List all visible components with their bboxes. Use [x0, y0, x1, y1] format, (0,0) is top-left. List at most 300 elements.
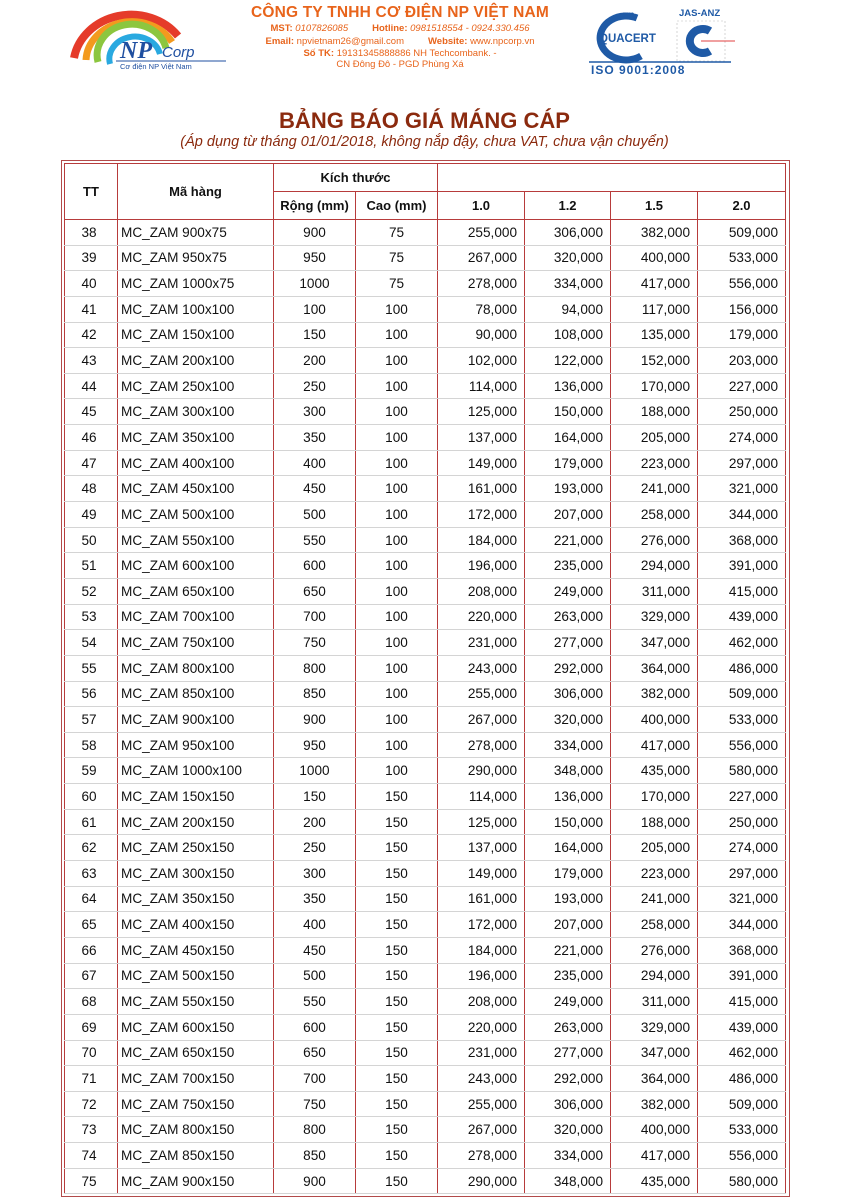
- cell-width: 450: [274, 937, 356, 963]
- svg-text:Corp: Corp: [162, 44, 195, 61]
- cell-price-1-5: 258,000: [611, 912, 698, 938]
- cell-width: 550: [274, 527, 356, 553]
- cell-code: MC_ZAM 950x100: [118, 732, 274, 758]
- cell-price-1-2: 334,000: [525, 1143, 611, 1169]
- cell-price-1-0: 208,000: [438, 989, 525, 1015]
- cell-height: 100: [356, 553, 438, 579]
- cell-code: MC_ZAM 900x100: [118, 707, 274, 733]
- cell-tt: 56: [65, 681, 118, 707]
- cell-price-1-0: 278,000: [438, 732, 525, 758]
- cell-height: 150: [356, 963, 438, 989]
- cell-price-1-5: 400,000: [611, 707, 698, 733]
- cell-code: MC_ZAM 900x150: [118, 1168, 274, 1194]
- cell-code: MC_ZAM 650x100: [118, 578, 274, 604]
- cell-code: MC_ZAM 200x100: [118, 348, 274, 374]
- cell-tt: 39: [65, 245, 118, 271]
- cell-price-1-0: 78,000: [438, 296, 525, 322]
- table-row: [65, 476, 786, 502]
- cell-price-1-5: 382,000: [611, 1091, 698, 1117]
- cell-price-1-5: 205,000: [611, 425, 698, 451]
- cell-price-1-0: 290,000: [438, 1168, 525, 1194]
- table-row: [65, 886, 786, 912]
- col-header-tt: TT: [65, 164, 118, 220]
- cell-price-1-0: 184,000: [438, 937, 525, 963]
- iso-certification-badge: [585, 4, 735, 76]
- cell-price-1-5: 294,000: [611, 963, 698, 989]
- cell-width: 500: [274, 502, 356, 528]
- cell-price-2-0: 556,000: [698, 1143, 786, 1169]
- cell-code: MC_ZAM 400x150: [118, 912, 274, 938]
- cell-price-1-0: 267,000: [438, 707, 525, 733]
- cell-price-1-5: 188,000: [611, 809, 698, 835]
- cell-price-1-5: 205,000: [611, 835, 698, 861]
- cell-price-1-5: 223,000: [611, 450, 698, 476]
- cell-width: 200: [274, 348, 356, 374]
- cell-price-1-0: 208,000: [438, 578, 525, 604]
- cell-tt: 53: [65, 604, 118, 630]
- cell-height: 150: [356, 886, 438, 912]
- cell-price-1-5: 347,000: [611, 630, 698, 656]
- cell-price-1-0: 267,000: [438, 245, 525, 271]
- table-row: [65, 861, 786, 887]
- cell-price-1-5: 258,000: [611, 502, 698, 528]
- cell-price-1-2: 320,000: [525, 1117, 611, 1143]
- cell-width: 250: [274, 835, 356, 861]
- cell-price-2-0: 203,000: [698, 348, 786, 374]
- cell-price-2-0: 156,000: [698, 296, 786, 322]
- cell-price-1-2: 292,000: [525, 655, 611, 681]
- col-header-thickness-1-0: 1.0: [438, 192, 525, 220]
- table-row: [65, 912, 786, 938]
- cell-price-1-0: 137,000: [438, 425, 525, 451]
- cell-price-1-2: 164,000: [525, 835, 611, 861]
- cell-width: 150: [274, 322, 356, 348]
- cell-height: 75: [356, 271, 438, 297]
- cell-height: 100: [356, 655, 438, 681]
- cell-price-2-0: 274,000: [698, 835, 786, 861]
- cell-price-1-0: 231,000: [438, 1040, 525, 1066]
- cell-tt: 50: [65, 527, 118, 553]
- cell-price-1-2: 348,000: [525, 1168, 611, 1194]
- cell-price-2-0: 321,000: [698, 886, 786, 912]
- cell-price-1-2: 179,000: [525, 861, 611, 887]
- price-table-frame: [61, 160, 790, 1197]
- cell-width: 700: [274, 1066, 356, 1092]
- cell-width: 300: [274, 861, 356, 887]
- table-row: [65, 1117, 786, 1143]
- cell-price-1-5: 382,000: [611, 681, 698, 707]
- cell-price-1-5: 400,000: [611, 1117, 698, 1143]
- cell-height: 100: [356, 604, 438, 630]
- company-name: CÔNG TY TNHH CƠ ĐIỆN NP VIỆT NAM: [250, 4, 550, 21]
- tax-id: [270, 22, 348, 35]
- company-info: [200, 2, 600, 70]
- cell-price-1-2: 334,000: [525, 732, 611, 758]
- cell-code: MC_ZAM 300x100: [118, 399, 274, 425]
- cell-tt: 60: [65, 784, 118, 810]
- cell-price-1-5: 276,000: [611, 937, 698, 963]
- cell-height: 150: [356, 989, 438, 1015]
- cell-code: MC_ZAM 850x150: [118, 1143, 274, 1169]
- cell-tt: 45: [65, 399, 118, 425]
- cell-price-1-0: 149,000: [438, 861, 525, 887]
- page-title: BẢNG BÁO GIÁ MÁNG CÁP: [279, 108, 570, 133]
- table-row: [65, 450, 786, 476]
- cell-price-1-2: 334,000: [525, 271, 611, 297]
- cell-width: 400: [274, 450, 356, 476]
- cell-price-1-5: 364,000: [611, 655, 698, 681]
- cell-height: 100: [356, 578, 438, 604]
- cell-height: 150: [356, 1168, 438, 1194]
- table-row: [65, 937, 786, 963]
- cell-code: MC_ZAM 250x150: [118, 835, 274, 861]
- cell-height: 100: [356, 681, 438, 707]
- cell-price-1-5: 188,000: [611, 399, 698, 425]
- cell-price-2-0: 509,000: [698, 220, 786, 246]
- tax-hotline-line: [200, 22, 600, 35]
- cell-code: MC_ZAM 700x100: [118, 604, 274, 630]
- cell-height: 75: [356, 220, 438, 246]
- cell-tt: 40: [65, 271, 118, 297]
- cell-price-1-0: 255,000: [438, 1091, 525, 1117]
- cell-price-1-5: 311,000: [611, 578, 698, 604]
- cell-price-1-5: 135,000: [611, 322, 698, 348]
- cell-tt: 44: [65, 373, 118, 399]
- cell-tt: 72: [65, 1091, 118, 1117]
- cell-height: 100: [356, 502, 438, 528]
- cell-code: MC_ZAM 250x100: [118, 373, 274, 399]
- cell-tt: 61: [65, 809, 118, 835]
- table-row: [65, 604, 786, 630]
- cell-height: 100: [356, 322, 438, 348]
- cell-price-1-2: 277,000: [525, 630, 611, 656]
- cell-width: 150: [274, 784, 356, 810]
- cell-tt: 43: [65, 348, 118, 374]
- cell-price-1-5: 170,000: [611, 784, 698, 810]
- bank-branch: CN Đông Đô - PGD Phùng Xá: [336, 59, 464, 70]
- cell-price-2-0: 486,000: [698, 655, 786, 681]
- table-row: [65, 553, 786, 579]
- cell-code: MC_ZAM 450x150: [118, 937, 274, 963]
- col-header-thickness-1-2: 1.2: [525, 192, 611, 220]
- cell-height: 100: [356, 707, 438, 733]
- tax-id-label: MST:: [270, 23, 293, 34]
- cell-height: 150: [356, 1066, 438, 1092]
- quacert-jas-anz-iso-icon: [585, 4, 735, 76]
- cell-price-1-0: 267,000: [438, 1117, 525, 1143]
- cell-tt: 49: [65, 502, 118, 528]
- cell-price-1-2: 221,000: [525, 937, 611, 963]
- cell-price-2-0: 556,000: [698, 271, 786, 297]
- hotline: [372, 22, 529, 35]
- cell-tt: 70: [65, 1040, 118, 1066]
- cell-tt: 55: [65, 655, 118, 681]
- table-row: [65, 681, 786, 707]
- cell-price-2-0: 533,000: [698, 245, 786, 271]
- svg-text:vn: vn: [623, 10, 635, 21]
- cell-price-2-0: 368,000: [698, 527, 786, 553]
- cell-code: MC_ZAM 750x100: [118, 630, 274, 656]
- cell-width: 800: [274, 1117, 356, 1143]
- cell-price-2-0: 462,000: [698, 1040, 786, 1066]
- cell-price-2-0: 227,000: [698, 784, 786, 810]
- cell-price-2-0: 533,000: [698, 1117, 786, 1143]
- cell-price-1-5: 294,000: [611, 553, 698, 579]
- cell-tt: 54: [65, 630, 118, 656]
- cell-width: 800: [274, 655, 356, 681]
- cell-width: 650: [274, 1040, 356, 1066]
- cell-code: MC_ZAM 1000x100: [118, 758, 274, 784]
- cell-price-1-0: 196,000: [438, 553, 525, 579]
- cell-width: 100: [274, 296, 356, 322]
- cell-code: MC_ZAM 450x100: [118, 476, 274, 502]
- cell-price-2-0: 368,000: [698, 937, 786, 963]
- cell-code: MC_ZAM 600x150: [118, 1014, 274, 1040]
- cell-price-1-0: 278,000: [438, 271, 525, 297]
- cell-price-1-5: 152,000: [611, 348, 698, 374]
- cell-width: 200: [274, 809, 356, 835]
- table-row: [65, 1014, 786, 1040]
- table-row: [65, 732, 786, 758]
- bank-account: [200, 48, 600, 59]
- cell-tt: 52: [65, 578, 118, 604]
- cell-height: 150: [356, 809, 438, 835]
- svg-text:ISO 9001:2008: ISO 9001:2008: [591, 63, 686, 76]
- cell-tt: 75: [65, 1168, 118, 1194]
- cell-price-1-2: 193,000: [525, 886, 611, 912]
- cell-price-1-2: 164,000: [525, 425, 611, 451]
- cell-width: 900: [274, 220, 356, 246]
- cell-tt: 69: [65, 1014, 118, 1040]
- cell-height: 150: [356, 1117, 438, 1143]
- cell-price-1-2: 235,000: [525, 963, 611, 989]
- col-header-thickness-1-5: 1.5: [611, 192, 698, 220]
- cell-width: 850: [274, 1143, 356, 1169]
- cell-price-2-0: 344,000: [698, 912, 786, 938]
- table-row: [65, 399, 786, 425]
- cell-price-2-0: 391,000: [698, 553, 786, 579]
- cell-price-1-5: 417,000: [611, 1143, 698, 1169]
- cell-width: 250: [274, 373, 356, 399]
- cell-price-2-0: 439,000: [698, 604, 786, 630]
- cell-price-1-5: 435,000: [611, 1168, 698, 1194]
- cell-price-1-2: 193,000: [525, 476, 611, 502]
- cell-price-1-5: 223,000: [611, 861, 698, 887]
- cell-width: 850: [274, 681, 356, 707]
- cell-price-1-0: 114,000: [438, 784, 525, 810]
- cell-price-1-0: 220,000: [438, 1014, 525, 1040]
- tax-id-value: 0107826085: [295, 23, 349, 34]
- cell-price-2-0: 509,000: [698, 681, 786, 707]
- cell-code: MC_ZAM 350x150: [118, 886, 274, 912]
- cell-price-2-0: 580,000: [698, 1168, 786, 1194]
- cell-tt: 46: [65, 425, 118, 451]
- cell-height: 100: [356, 450, 438, 476]
- table-body: [65, 220, 786, 1194]
- cell-width: 450: [274, 476, 356, 502]
- cell-price-1-0: 255,000: [438, 220, 525, 246]
- cell-price-1-5: 117,000: [611, 296, 698, 322]
- cell-height: 150: [356, 1014, 438, 1040]
- cell-height: 150: [356, 1040, 438, 1066]
- table-row: [65, 348, 786, 374]
- price-table: [64, 163, 786, 1194]
- table-row: [65, 502, 786, 528]
- cell-price-1-2: 179,000: [525, 450, 611, 476]
- table-row: [65, 784, 786, 810]
- cell-code: MC_ZAM 400x100: [118, 450, 274, 476]
- cell-width: 1000: [274, 758, 356, 784]
- cell-tt: 59: [65, 758, 118, 784]
- cell-price-2-0: 533,000: [698, 707, 786, 733]
- cell-code: MC_ZAM 700x150: [118, 1066, 274, 1092]
- cell-price-2-0: 227,000: [698, 373, 786, 399]
- cell-price-1-2: 292,000: [525, 1066, 611, 1092]
- cell-price-1-5: 241,000: [611, 476, 698, 502]
- col-header-size-group: Kích thước: [274, 164, 438, 192]
- cell-price-1-5: 417,000: [611, 732, 698, 758]
- cell-price-1-0: 102,000: [438, 348, 525, 374]
- table-row: [65, 220, 786, 246]
- cell-width: 600: [274, 1014, 356, 1040]
- table-row: [65, 271, 786, 297]
- table-row: [65, 425, 786, 451]
- cell-price-1-5: 276,000: [611, 527, 698, 553]
- cell-price-2-0: 250,000: [698, 399, 786, 425]
- cell-tt: 64: [65, 886, 118, 912]
- cell-price-2-0: 415,000: [698, 578, 786, 604]
- cell-price-1-5: 170,000: [611, 373, 698, 399]
- hotline-value: 0981518554 - 0924.330.456: [410, 23, 530, 34]
- table-row: [65, 989, 786, 1015]
- cell-price-1-5: 329,000: [611, 1014, 698, 1040]
- cell-code: MC_ZAM 300x150: [118, 861, 274, 887]
- page-subtitle: (Áp dụng từ tháng 01/01/2018, không nắp đậy, chưa VAT, chưa vận chuyển): [180, 134, 669, 150]
- cell-width: 550: [274, 989, 356, 1015]
- table-row: [65, 1066, 786, 1092]
- cell-height: 150: [356, 1091, 438, 1117]
- cell-price-1-0: 196,000: [438, 963, 525, 989]
- cell-code: MC_ZAM 850x100: [118, 681, 274, 707]
- cell-tt: 74: [65, 1143, 118, 1169]
- cell-price-1-0: 278,000: [438, 1143, 525, 1169]
- cell-tt: 62: [65, 835, 118, 861]
- cell-price-1-5: 400,000: [611, 245, 698, 271]
- cell-height: 100: [356, 630, 438, 656]
- cell-price-1-0: 114,000: [438, 373, 525, 399]
- cell-code: MC_ZAM 1000x75: [118, 271, 274, 297]
- table-row: [65, 245, 786, 271]
- cell-code: MC_ZAM 550x150: [118, 989, 274, 1015]
- hotline-label: Hotline:: [372, 23, 408, 34]
- cell-tt: 58: [65, 732, 118, 758]
- cell-price-1-2: 150,000: [525, 809, 611, 835]
- email-value: npvietnam26@gmail.com: [296, 36, 404, 47]
- cell-price-2-0: 179,000: [698, 322, 786, 348]
- cell-tt: 67: [65, 963, 118, 989]
- cell-price-1-0: 231,000: [438, 630, 525, 656]
- cell-price-1-2: 249,000: [525, 578, 611, 604]
- cell-price-1-0: 161,000: [438, 886, 525, 912]
- col-header-thickness-group: [438, 164, 786, 192]
- cell-price-1-5: 311,000: [611, 989, 698, 1015]
- cell-price-1-5: 382,000: [611, 220, 698, 246]
- svg-text:Cơ điện NP Việt Nam: Cơ điện NP Việt Nam: [120, 62, 192, 70]
- cell-width: 350: [274, 425, 356, 451]
- cell-price-1-0: 125,000: [438, 399, 525, 425]
- cell-price-2-0: 509,000: [698, 1091, 786, 1117]
- cell-price-2-0: 274,000: [698, 425, 786, 451]
- cell-code: MC_ZAM 650x150: [118, 1040, 274, 1066]
- col-header-code: Mã hàng: [118, 164, 274, 220]
- table-row: [65, 835, 786, 861]
- cell-price-1-0: 184,000: [438, 527, 525, 553]
- cell-price-2-0: 321,000: [698, 476, 786, 502]
- cell-price-1-2: 320,000: [525, 245, 611, 271]
- cell-tt: 47: [65, 450, 118, 476]
- cell-price-1-0: 149,000: [438, 450, 525, 476]
- table-row: [65, 1168, 786, 1194]
- cell-code: MC_ZAM 100x100: [118, 296, 274, 322]
- cell-width: 650: [274, 578, 356, 604]
- cell-width: 950: [274, 245, 356, 271]
- cell-price-1-2: 306,000: [525, 220, 611, 246]
- col-header-width: Rộng (mm): [274, 192, 356, 220]
- cell-price-1-5: 364,000: [611, 1066, 698, 1092]
- cell-price-2-0: 439,000: [698, 1014, 786, 1040]
- table-row: [65, 707, 786, 733]
- cell-tt: 42: [65, 322, 118, 348]
- logo-np-text: NP: [120, 38, 152, 64]
- col-header-height: Cao (mm): [356, 192, 438, 220]
- cell-code: MC_ZAM 900x75: [118, 220, 274, 246]
- cell-code: MC_ZAM 150x150: [118, 784, 274, 810]
- cell-width: 500: [274, 963, 356, 989]
- cell-price-2-0: 556,000: [698, 732, 786, 758]
- cell-price-2-0: 297,000: [698, 861, 786, 887]
- cell-tt: 71: [65, 1066, 118, 1092]
- website-label: Website:: [428, 36, 468, 47]
- cell-code: MC_ZAM 200x150: [118, 809, 274, 835]
- cell-price-1-0: 243,000: [438, 655, 525, 681]
- website: [428, 35, 534, 48]
- cell-price-1-2: 136,000: [525, 784, 611, 810]
- cell-price-1-5: 241,000: [611, 886, 698, 912]
- table-row: [65, 758, 786, 784]
- table-row: [65, 630, 786, 656]
- cell-price-1-0: 137,000: [438, 835, 525, 861]
- table-row: [65, 322, 786, 348]
- cell-code: MC_ZAM 350x100: [118, 425, 274, 451]
- cell-width: 750: [274, 1091, 356, 1117]
- cell-height: 150: [356, 861, 438, 887]
- cell-price-1-2: 263,000: [525, 604, 611, 630]
- cell-price-1-5: 329,000: [611, 604, 698, 630]
- cell-tt: 48: [65, 476, 118, 502]
- table-row: [65, 1143, 786, 1169]
- email: [266, 35, 405, 48]
- cell-price-1-2: 207,000: [525, 502, 611, 528]
- cell-code: MC_ZAM 800x150: [118, 1117, 274, 1143]
- cell-code: MC_ZAM 150x100: [118, 322, 274, 348]
- cell-price-1-2: 306,000: [525, 681, 611, 707]
- cell-width: 900: [274, 1168, 356, 1194]
- cell-tt: 38: [65, 220, 118, 246]
- cell-height: 100: [356, 399, 438, 425]
- cell-width: 1000: [274, 271, 356, 297]
- cell-height: 100: [356, 348, 438, 374]
- cell-price-1-2: 150,000: [525, 399, 611, 425]
